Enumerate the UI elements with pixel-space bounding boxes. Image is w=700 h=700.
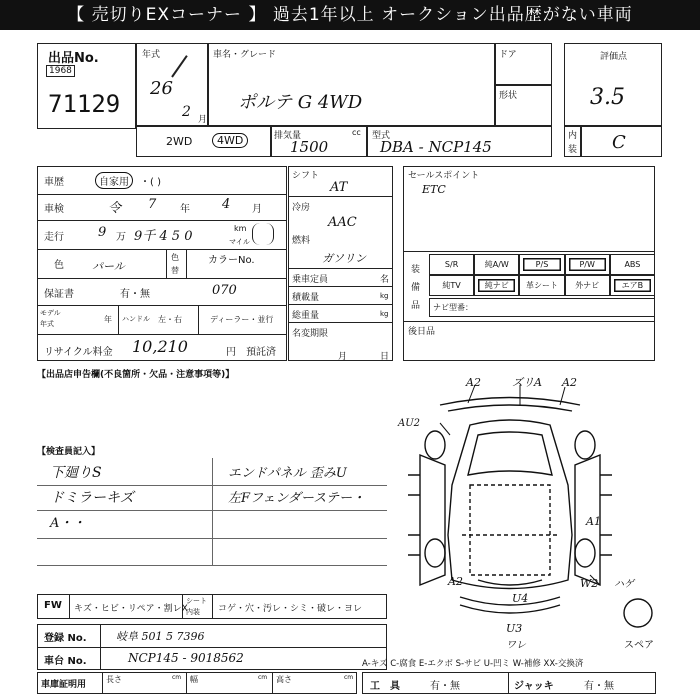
drive-4wd: 4WD: [212, 133, 248, 148]
sheet-label-2: 内装: [186, 608, 200, 616]
cert-length-unit: cm: [172, 674, 182, 681]
cert-width-unit: cm: [258, 674, 268, 681]
expiry-day-unit: 日: [380, 352, 390, 362]
mark-a2-bottom: A2: [448, 575, 463, 588]
later-label: 後日品: [408, 327, 436, 337]
mileage-bracket: [252, 223, 274, 245]
inspection-month-unit: 月: [252, 204, 262, 215]
expiry-label: 名変期限: [292, 329, 329, 339]
chassis-value: NCP145 - 9018562: [128, 651, 244, 665]
equip-cell: 純ナビ: [474, 275, 519, 296]
tools-value: 有・無: [430, 681, 460, 692]
history-rest: ・( ): [140, 177, 161, 188]
inspection-year: 7: [148, 197, 157, 212]
load-label: 積載量: [292, 293, 320, 303]
mileage-rest: 9千 4 5 0: [134, 229, 193, 244]
inspector-note-left-3: A・・: [50, 516, 86, 531]
color-no-label: カラーNo.: [208, 255, 255, 266]
door-label: ドア: [499, 50, 517, 60]
inspection-month: 4: [222, 197, 231, 212]
recycle-value: 10,210: [132, 337, 188, 356]
lot-number: 71129: [48, 90, 121, 118]
inspector-note-right-2: 左Fフェンダーステー・: [228, 491, 365, 506]
lot-label: 出品No.: [48, 51, 99, 66]
displacement-unit: cc: [352, 128, 361, 137]
color-change-1: 色: [171, 253, 179, 262]
mark-a2-left: A2: [466, 376, 481, 389]
mileage-man: 9: [98, 225, 107, 240]
equip-cell: P/W: [565, 254, 610, 275]
month-value: 2: [182, 104, 191, 120]
model-label: 型式: [372, 131, 391, 141]
inspector-note-left-1: 下廻りS: [50, 465, 102, 481]
navi-label: ナビ型番：: [433, 303, 473, 312]
month-unit: 月: [198, 115, 208, 125]
displacement-value: 1500: [290, 138, 329, 156]
score-label: 評価点: [600, 52, 628, 62]
mark-u4: U4: [512, 592, 529, 605]
equip-cell: 外ナビ: [565, 275, 610, 296]
cert-height-unit: cm: [344, 674, 354, 681]
ac-value: AAC: [328, 215, 357, 230]
mark-zuri-a: ズリA: [512, 376, 542, 389]
history-value: 自家用: [95, 172, 133, 189]
mark-au2: AU2: [398, 418, 421, 429]
fuel-label: 燃料: [292, 236, 311, 246]
color-value: パール: [92, 260, 125, 273]
km-unit: km: [234, 224, 247, 233]
capacity-unit: 名: [380, 275, 390, 285]
mile-unit: マイル: [229, 238, 250, 246]
equip-cell: 純A/W: [474, 254, 519, 275]
handle-label: ハンドル: [122, 315, 150, 323]
inspection-era: 令: [108, 201, 122, 216]
shift-label: シフト: [292, 171, 320, 181]
interior-value: C: [612, 132, 626, 153]
cert-width: 幅: [190, 675, 198, 684]
cert-label: 車庫証明用: [41, 680, 87, 690]
weight-unit: kg: [380, 310, 389, 318]
displacement-label: 排気量: [274, 131, 302, 141]
capacity-label: 乗車定員: [292, 275, 329, 285]
fuel-value: ガソリン: [322, 252, 366, 265]
jack-label: ジャッキ: [514, 681, 554, 692]
inspection-year-unit: 年: [180, 204, 190, 215]
legend: A-キズ C-腐食 E-エクボ S-サビ U-凹ミ W-補修 XX-交換済: [362, 659, 584, 669]
mark-a1: A1: [586, 515, 601, 528]
mark-w2: W2: [580, 577, 599, 590]
mark-ware: ワレ: [506, 640, 526, 651]
car-diagram: [400, 375, 680, 645]
score-value: 3.5: [590, 85, 625, 110]
equip-label-2: 備: [411, 283, 421, 293]
sheet-label-1: シート: [186, 597, 207, 605]
banner: 【 売切りEXコーナー 】 過去1年以上 オークション出品歴がない車両: [0, 0, 700, 30]
model-year-label-1: モデル: [40, 309, 61, 317]
equip-cell: 革シート: [519, 275, 564, 296]
shape-label: 形状: [499, 91, 518, 101]
load-unit: kg: [380, 292, 389, 300]
mark-a2-right: A2: [562, 376, 577, 389]
tools-label: 工 具: [370, 681, 400, 692]
color-change-2: 替: [171, 266, 179, 275]
history-label: 車歴: [44, 177, 64, 188]
equip-label-1: 装: [411, 265, 421, 275]
expiry-unit: 月: [338, 352, 348, 362]
ac-label: 冷房: [292, 203, 311, 213]
inspection-label: 車検: [44, 204, 64, 215]
color-no-value: 070: [212, 283, 237, 298]
warranty-label: 保証書: [44, 289, 74, 300]
recycle-status: 預託済: [246, 347, 276, 358]
jack-value: 有・無: [584, 681, 614, 692]
equip-cell: S/R: [429, 254, 474, 275]
inspector-note-right-1: エンドパネル 歪みU: [228, 466, 347, 481]
lot-small: 1968: [46, 65, 75, 77]
equip-cell: P/S: [519, 254, 564, 275]
drive-2wd: 2WD: [166, 135, 193, 148]
name-label: 車名・グレード: [213, 50, 277, 60]
cert-height: 高さ: [276, 675, 292, 684]
mileage-label: 走行: [44, 232, 64, 243]
interior-label-2: 装: [568, 145, 578, 155]
fw-label: FW: [44, 600, 62, 611]
mark-hage: ハゲ: [614, 579, 634, 590]
mark-u3: U3: [506, 622, 523, 635]
sales-value: ETC: [422, 183, 446, 196]
chassis-label: 車台 No.: [44, 656, 87, 667]
sheet-value: コゲ・穴・汚レ・シミ・破レ・ヨレ: [218, 604, 363, 614]
interior-label-1: 内: [568, 131, 578, 141]
year-value: 26: [150, 78, 173, 99]
model-year-label-2: 年式: [40, 320, 54, 328]
reg-value: 岐阜 501 5 7396: [116, 630, 205, 643]
sales-label: セールスポイント: [408, 171, 480, 181]
model-year-unit: 年: [104, 315, 112, 324]
equip-cell: 純TV: [429, 275, 474, 296]
equip-cell: エアB: [610, 275, 655, 296]
inspector-note-left-2: ドミラーキズ: [50, 490, 134, 506]
color-label: 色: [54, 260, 64, 271]
reg-label: 登録 No.: [44, 633, 87, 644]
equip-cell: ABS: [610, 254, 655, 275]
name-value: ポルテ G 4WD: [238, 92, 363, 113]
spare-label: スペア: [624, 640, 654, 651]
recycle-unit: 円: [226, 347, 236, 358]
warranty-value: 有・無: [120, 289, 150, 300]
inspector-label: 【検査員記入】: [37, 447, 101, 457]
equip-label-3: 品: [411, 301, 421, 311]
shift-value: AT: [330, 180, 348, 195]
recycle-label: リサイクル料金: [44, 347, 113, 358]
weight-label: 総重量: [292, 311, 320, 321]
year-label: 年式: [142, 50, 161, 60]
dealer-label: ディーラー・並行: [210, 315, 274, 324]
mileage-man-unit: 万: [116, 232, 126, 243]
model-value: DBA - NCP145: [380, 138, 492, 156]
cert-length: 長さ: [106, 675, 122, 684]
fw-value: キズ・ヒビ・リペア・割レX: [74, 604, 188, 614]
handle-value: 左・右: [158, 315, 182, 324]
seller-label: 【出品店申告欄(不良箇所・欠品・注意事項等)】: [37, 370, 235, 380]
